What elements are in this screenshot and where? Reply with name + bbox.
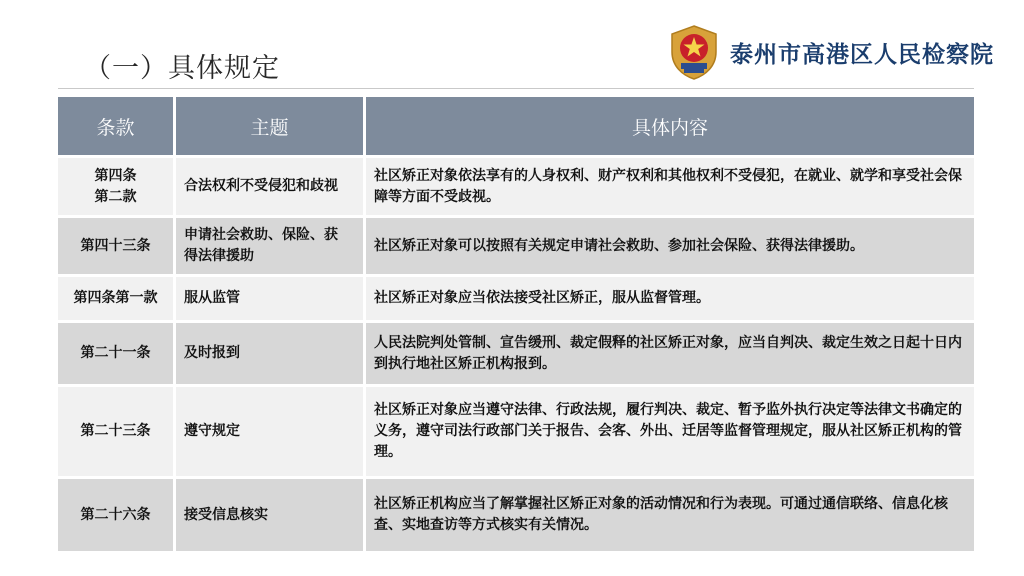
table-header-row <box>58 97 974 155</box>
topic-cell: 申请社会救助、保险、获得法律援助 <box>176 218 366 274</box>
header-clause: 条款 <box>58 97 176 155</box>
clause-cell: 第二十三条 <box>58 387 176 476</box>
header-content: 具体内容 <box>366 97 974 155</box>
clause-cell: 第二十一条 <box>58 323 176 384</box>
page-title: （一）具体规定 <box>84 53 280 84</box>
table-row <box>58 158 974 215</box>
clause-cell: 第四十三条 <box>58 218 176 274</box>
clause-text: 第四条 第二款 <box>94 167 137 205</box>
header-topic: 主题 <box>176 97 366 155</box>
topic-cell: 接受信息核实 <box>176 479 366 551</box>
content-cell: 社区矫正机构应当了解掌握社区矫正对象的活动情况和行为表现。可通过通信联络、信息化核查、实地查访等方式核实有关情况。 <box>366 479 974 551</box>
clause-cell: 第四条第一款 <box>58 277 176 320</box>
organization-brand <box>668 22 994 82</box>
content-cell: 社区矫正对象依法享有的人身权利、财产权利和其他权利不受侵犯，在就业、就学和享受社会保障等方面不受歧视。 <box>366 158 974 215</box>
clause-cell <box>58 158 176 215</box>
content-cell: 社区矫正对象应当依法接受社区矫正，服从监督管理。 <box>366 277 974 320</box>
regulations-table <box>58 94 974 554</box>
clause-cell: 第二十六条 <box>58 479 176 551</box>
procuratorate-emblem-icon <box>668 24 720 80</box>
content-cell: 人民法院判处管制、宣告缓刑、裁定假释的社区矫正对象，应当自判决、裁定生效之日起十日内到执行地社区矫正机构报到。 <box>366 323 974 384</box>
table-row <box>58 218 974 274</box>
topic-cell: 及时报到 <box>176 323 366 384</box>
table-row <box>58 277 974 320</box>
table-row <box>58 479 974 551</box>
topic-cell: 遵守规定 <box>176 387 366 476</box>
table-row <box>58 387 974 476</box>
table-row <box>58 323 974 384</box>
organization-name: 泰州市高港区人民检察院 <box>730 41 994 68</box>
topic-cell: 合法权利不受侵犯和歧视 <box>176 158 366 215</box>
title-divider <box>58 88 974 89</box>
topic-cell: 服从监管 <box>176 277 366 320</box>
content-cell: 社区矫正对象可以按照有关规定申请社会救助、参加社会保险、获得法律援助。 <box>366 218 974 274</box>
content-cell: 社区矫正对象应当遵守法律、行政法规，履行判决、裁定、暂予监外执行决定等法律文书确定的义务，遵守司法行政部门关于报告、会客、外出、迁居等监督管理规定，服从社区矫正机构的管理。 <box>366 387 974 476</box>
